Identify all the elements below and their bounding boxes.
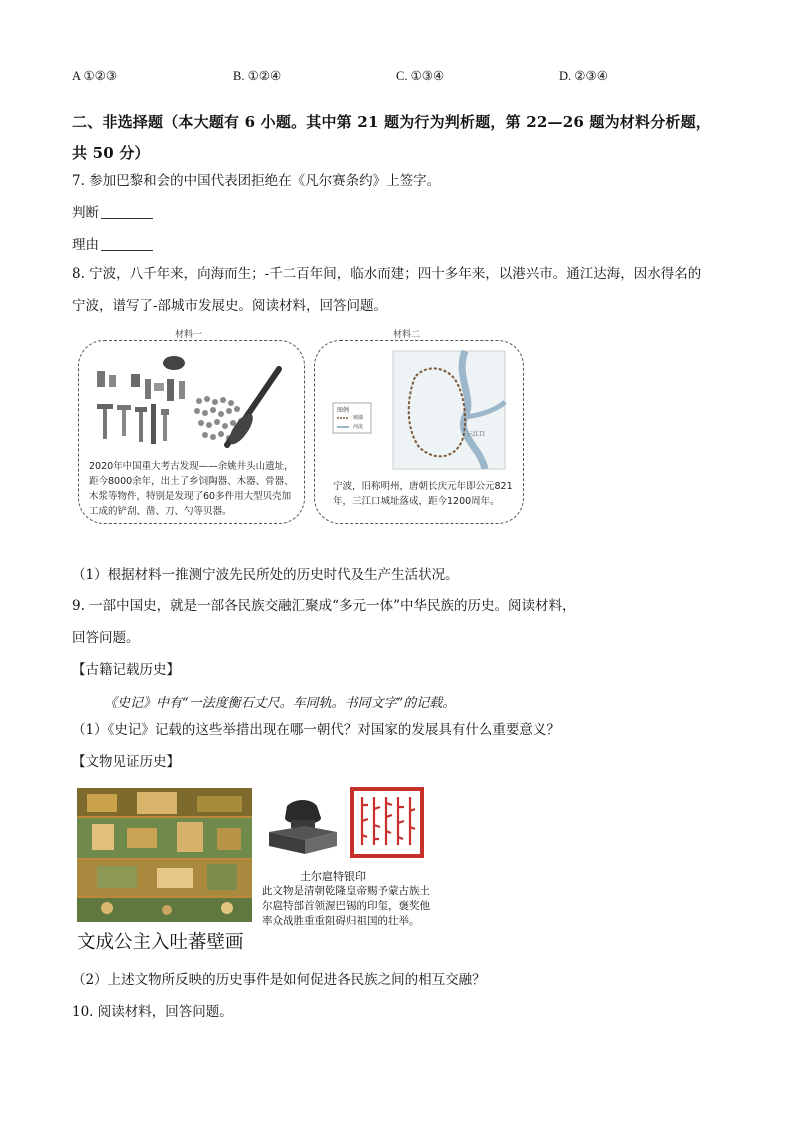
q9-sub2: （2）上述文物所反映的历史事件是如何促进各民族之间的相互交融？ [72, 972, 486, 988]
fresco-image [77, 788, 252, 922]
material2-caption: 材料二 [393, 330, 421, 340]
seal-title: 土尔扈特银印 [300, 870, 366, 883]
option-b: B. ①②④ [233, 69, 282, 83]
map-label-sanjiangkou: 三江口 [467, 431, 486, 438]
legend-item-wall: 城墙 [353, 415, 364, 421]
legend-title: 图例 [337, 407, 350, 414]
seal-stamp-image [348, 785, 426, 860]
q7-reason [72, 237, 153, 253]
q7-judge [72, 205, 153, 221]
q9-heading1: 【古籍记载历史】 [72, 662, 180, 678]
silver-seal-image [265, 796, 341, 856]
q9-quote: 《史记》中有“一法度衡石丈尺。车同轨。书同文字”的记载。 [104, 696, 456, 711]
artifacts-illustration [79, 349, 304, 459]
legend-item-river: 河流 [353, 424, 364, 430]
material1-text: 2020年中国重大考古发现——余姚井头山遗址，距今8000余年，出土了乡饲陶器、木器、骨器、木浆等物件，特别是发现了60多件用大型贝壳加工成的铲刮、凿、刀、勺等贝器。 [89, 461, 294, 517]
q9-stem-line1: 9. 一部中国史，就是一部各民族交融汇聚成“多元一体”中华民族的历史。阅读材料， [72, 598, 576, 614]
material1-caption: 材料一 [175, 330, 203, 340]
material1-panel [78, 340, 305, 524]
fresco-caption: 文成公主入吐蕃壁画 [77, 932, 244, 953]
q8-stem-line1: 8. 宁波，八千年来，向海而生；-千二百年间，临水而建；四十多年来，以港兴市。通江达海，因水得名的 [72, 266, 702, 282]
q8-sub1: （1）根据材料一推测宁波先民所处的历史时代及生产生活状况。 [72, 567, 459, 583]
q9-heading2: 【文物见证历史】 [72, 754, 180, 770]
q7-judge-label: 判断 [72, 205, 99, 221]
section-title-line1: 二、非选择题（本大题有 6 小题。其中第 21 题为行为判析题，第 22—26 题为材料分析题， [72, 113, 711, 131]
q10-stem: 10. 阅读材料，回答问题。 [72, 1004, 233, 1020]
material2-panel [314, 340, 524, 524]
q8-stem-line2: 宁波，谱写了-部城市发展史。阅读材料，回答问题。 [72, 298, 388, 314]
q9-sub1: （1）《史记》记载的这些举措出现在哪一朝代？对国家的发展具有什么重要意义？ [72, 722, 560, 738]
seal-text: 此文物是清朝乾隆皇帝赐予蒙古族土尔扈特部首领渥巴锡的印玺，褒奖他率众战胜重重阻碍归祖国的壮举。 [262, 885, 430, 927]
section-title-line2: 共 50 分） [72, 144, 150, 162]
option-c: C. ①③④ [396, 69, 445, 83]
option-d: D. ②③④ [559, 69, 608, 83]
q7-reason-blank[interactable] [101, 238, 153, 251]
q9-stem-line2: 回答问题。 [72, 630, 140, 646]
q7-judge-blank[interactable] [101, 206, 153, 219]
q7-reason-label: 理由 [72, 237, 99, 253]
option-a: A ①②③ [72, 69, 118, 83]
q7-stem: 7. 参加巴黎和会的中国代表团拒绝在《凡尔赛条约》上签字。 [72, 173, 441, 189]
material2-text: 宁波，旧称明州，唐朝长庆元年即公元821年，三江口城址落成，距今1200周年。 [333, 481, 513, 507]
